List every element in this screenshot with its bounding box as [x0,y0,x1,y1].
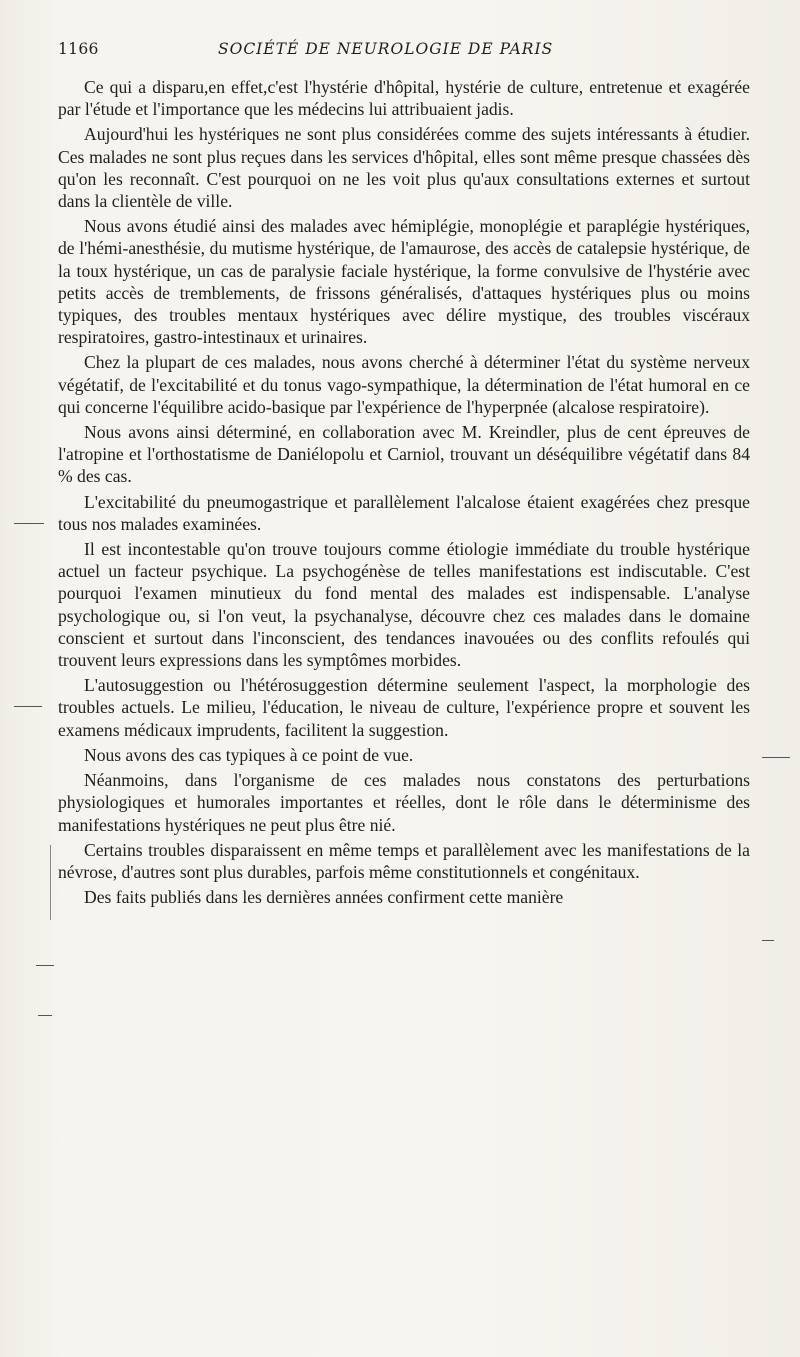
paragraph: Aujourd'hui les hystériques ne sont plus considérées comme des sujets intéressants à étudier. Ces malades ne sont plus reçues dans les services d'hôpital, elles sont même presque chassées dès qu'on les reconnaît. C'est pourquoi on ne les voit plus qu'aux consultations externes et surtout dans la clientèle de ville. [58,124,750,212]
margin-mark [14,523,44,524]
paragraph: Nous avons étudié ainsi des malades avec hémiplégie, monoplégie et paraplégie hystériques, de l'hémi-anesthésie, du mutisme hystérique, de l'amaurose, des accès de catalepsie hystérique, de la toux hystérique, un cas de paralysie faciale hystérique, la forme convulsive de l'hystérie avec petits accès de tremblements, de frissons généralisés, d'attaques hystériques plus ou moins typiques, des troubles mentaux hystériques avec délire mystique, des troubles viscéraux respiratoires, gastro-intestinaux et urinaires. [58,216,750,348]
paragraph: Nous avons des cas typiques à ce point de vue. [84,744,414,765]
paragraph: L'autosuggestion ou l'hétérosuggestion détermine seulement l'aspect, la morphologie des troubles actuels. Le milieu, l'éducation, le niveau de culture, l'expérience propre et souvent les examens médicaux imprudents, facilitent la suggestion. [58,675,750,740]
body-text [58,76,750,911]
margin-mark [38,1015,52,1016]
page-number: 1166 [58,40,99,58]
paragraph: Ce qui a disparu,en effet,c'est l'hystérie d'hôpital, hystérie de culture, entretenue et exagérée par l'étude et l'importance que les médecins lui attribuaient jadis. [58,77,750,120]
margin-mark [762,940,774,941]
paragraph: Certains troubles disparaissent en même temps et parallèlement avec les manifestations de la névrose, d'autres sont plus durables, parfois même constitutionnels et congénitaux. [58,839,750,882]
margin-mark [36,965,54,966]
paragraph: Chez la plupart de ces malades, nous avons cherché à déterminer l'état du système nerveux végétatif, de l'excitabilité et du tonus vago-sympathique, la détermination de l'état humoral en ce qui concerne l'équilibre acido-basique par l'expérience de l'hyperpnée (alcalose respiratoire). [58,352,750,417]
margin-mark [762,757,790,758]
margin-bar [50,845,51,920]
running-title: SOCIÉTÉ DE NEUROLOGIE DE PARIS [218,40,554,58]
paragraph: Il est incontestable qu'on trouve toujours comme étiologie immédiate du trouble hystérique actuel un facteur psychique. La psychogénèse de telles manifestations est indiscutable. C'est pourquoi l'examen minutieux du fond mental des malades est indispensable. L'analyse psychologique ou, si l'on veut, la psychanalyse, découvre chez ces malades dans le domaine conscient et surtout dans l'inconscient, des tendances inavouées ou des conflits refoulés qui trouvent leurs expressions dans les symptômes morbides. [58,539,750,671]
page-header [58,40,758,64]
paragraph: Des faits publiés dans les dernières années confirment cette manière [84,887,564,908]
paragraph: L'excitabilité du pneumogastrique et parallèlement l'alcalose étaient exagérées chez presque tous nos malades examinées. [58,491,750,534]
margin-mark [14,706,42,707]
paragraph: Nous avons ainsi déterminé, en collaboration avec M. Kreindler, plus de cent épreuves de l'atropine et l'orthostatisme de Daniélopolu et Carniol, trouvant un déséquilibre végétatif dans 84 % des cas. [58,422,750,487]
paragraph: Néanmoins, dans l'organisme de ces malades nous constatons des perturbations physiologiques et humorales importantes et réelles, dont le rôle dans le déterminisme des manifestations hystériques ne peut plus être nié. [58,770,750,835]
